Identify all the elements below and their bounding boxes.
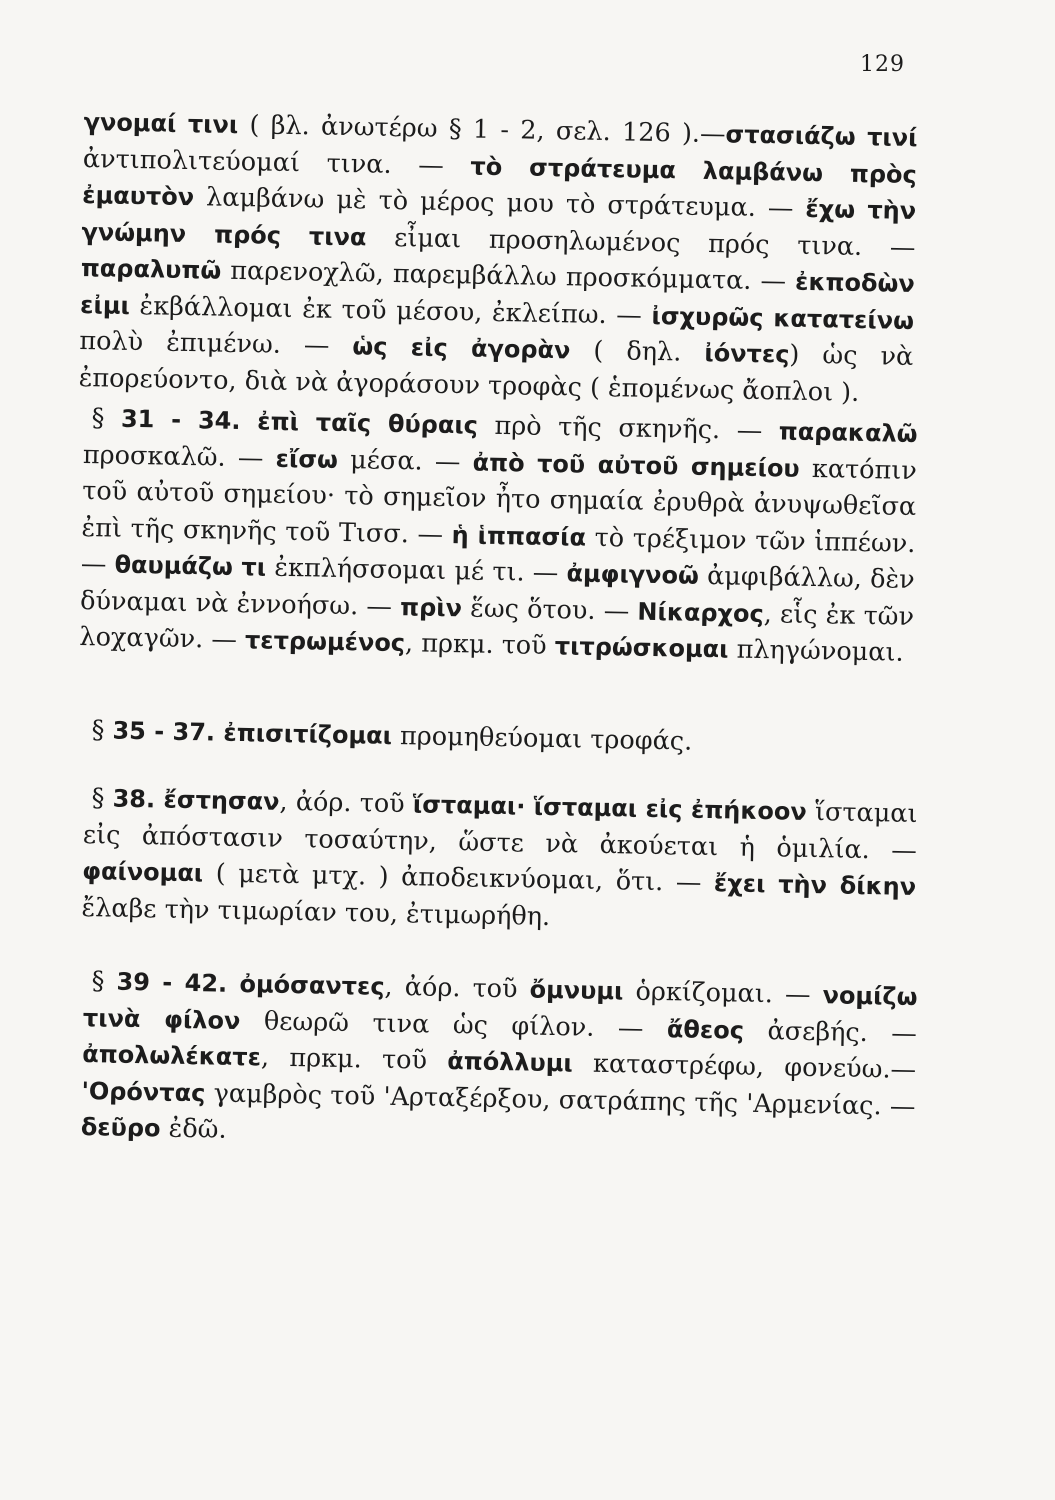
- headword: ἀπολωλέκατε: [81, 1039, 262, 1072]
- gloss-text: ἐκπλήσσομαι μέ τι. —: [265, 552, 567, 589]
- gloss-text: , εἷς ἐκ τῶν λοχαγῶν. —: [79, 598, 915, 656]
- headword: ἀμφιγνοῶ: [566, 559, 700, 590]
- headword: Νίκαρχος: [637, 597, 765, 628]
- headword: ἵσταμαι· ἵσταμαι εἰς ἐπήκοον: [412, 790, 808, 826]
- gloss-text: ) ὡς νὰ ἐπορεύοντο, διὰ νὰ ἀγοράσουν τροφὰς ( ἑπομένως ἄοπλοι ).: [78, 339, 914, 408]
- gloss-text: ἀντιπολιτεύομαί τινα. —: [82, 143, 471, 181]
- headword: ὄμνυμι: [529, 975, 624, 1006]
- headword: φαίνομαι: [81, 856, 204, 888]
- headword: θαυμάζω τι: [114, 550, 267, 582]
- headword: πρὶν: [399, 592, 463, 622]
- gloss-text: , ἀόρ. τοῦ: [384, 971, 530, 1005]
- commentary-paragraph: [83, 712, 918, 765]
- gloss-text: γαμβρὸς τοῦ 'Αρταξέρξου, σατράπης τῆς 'Αρμενίας. —: [205, 1077, 916, 1122]
- gloss-text: ὁρκίζομαι. —: [623, 976, 823, 1011]
- gloss-text: ἐδῶ.: [160, 1113, 227, 1145]
- gloss-text: πληγώνομαι.: [728, 634, 904, 668]
- headword: τὸ στράτευμα λαμβάνω πρὸς ἐμαυτὸν: [81, 151, 918, 212]
- headword: 38. ἔστησαν: [112, 784, 280, 816]
- headword: εἴσω: [275, 444, 339, 474]
- gloss-text: κατόπιν τοῦ αὐτοῦ σημείου· τὸ σημεῖον ἦτο σημαία ἐρυθρὰ ἀνυψωθεῖσα ἐπὶ τῆς σκηνῆς τοῦ Τισσ. —: [81, 453, 918, 550]
- gloss-text: πρὸ τῆς σκηνῆς. —: [477, 410, 780, 447]
- headword: ἔχω τὴν γνώμην πρός τινα: [81, 194, 917, 251]
- gloss-text: προσκαλῶ. —: [82, 439, 276, 474]
- headword: δεῦρο: [80, 1112, 161, 1143]
- gloss-text: ( μετὰ μτχ. ) ἀποδεικνύομαι, ὅτι. —: [202, 858, 715, 899]
- headword: νομίζω τινὰ φίλον: [82, 981, 918, 1035]
- gloss-text: ( δηλ.: [570, 335, 705, 368]
- gloss-text: πολὺ ἐπιμένω. —: [79, 325, 353, 362]
- page-number: 129: [860, 52, 905, 77]
- commentary-paragraph: [78, 104, 917, 412]
- gloss-text: προμηθεύομαι τροφάς.: [391, 720, 693, 757]
- headword: ἀπὸ τοῦ αὐτοῦ σημείου: [472, 447, 800, 483]
- gloss-text: ἀσεβής. —: [743, 1015, 918, 1049]
- headword: 'Ορόντας: [81, 1076, 206, 1107]
- headword: ἐκποδὼν εἰμι: [79, 267, 915, 320]
- headword: παρακαλῶ: [778, 417, 918, 449]
- gloss-text: ἕως ὅτου. —: [461, 592, 638, 627]
- headword: ἔχει τὴν δίκην: [713, 869, 917, 901]
- gloss-text: §: [91, 403, 122, 434]
- gloss-text: , πρκμ. τοῦ: [260, 1042, 448, 1076]
- headword: 39 - 42. ὀμόσαντες: [116, 967, 385, 1001]
- gloss-text: §: [91, 783, 113, 814]
- headword: τιτρώσκομαι: [554, 632, 729, 664]
- gloss-text: , πρκμ. τοῦ: [404, 628, 556, 662]
- gloss-text: μέσα. —: [337, 444, 473, 477]
- gloss-text: ἔλαβε τὴν τιμωρίαν του, ἐτιμωρήθη.: [81, 892, 551, 932]
- headword: γνομαί τινι: [83, 107, 239, 139]
- headword: ἰσχυρῶς κατατείνω: [651, 301, 915, 335]
- gloss-text: θεωρῶ τινα ὡς φίλον. —: [240, 1005, 668, 1044]
- gloss-text: ( βλ. ἀνωτέρω § 1 - 2, σελ. 126 ).—: [237, 109, 726, 150]
- gloss-text: ἐκβάλλομαι ἐκ τοῦ μέσου, ἐκλείπω. —: [129, 290, 652, 331]
- gloss-text: ἵσταμαι εἰς ἀπόστασιν τοσαύτην, ὥστε νὰ ἀκούεται ἡ ὁμιλία. —: [82, 796, 918, 866]
- headword: στασιάζω τινί: [725, 120, 918, 153]
- headword: ἰόντες: [704, 338, 790, 369]
- headword: ὡς εἰς ἀγορὰν: [352, 332, 571, 365]
- commentary-paragraph: [81, 780, 918, 942]
- gloss-text: ἀμφιβάλλω, δὲν δύναμαι νὰ ἐννοήσω. —: [79, 560, 915, 622]
- gloss-text: εἶμαι προσηλωμένος πρός τινα. —: [366, 221, 916, 263]
- commentary-paragraph: [79, 400, 918, 671]
- gloss-text: λαμβάνω μὲ τὸ μέρος μου τὸ στράτευμα. —: [193, 182, 806, 224]
- gloss-text: καταστρέφω, φονεύω.—: [572, 1048, 917, 1085]
- headword: 31 - 34. ἐπὶ ταῖς θύραις: [120, 404, 479, 440]
- gloss-text: παρενοχλῶ, παρεμβάλλω προσκόμματα. —: [220, 255, 796, 297]
- gloss-text: §: [91, 715, 113, 746]
- headword: παραλυπῶ: [80, 253, 222, 285]
- gloss-text: τὸ τρέξιμον τῶν ἱππέων. —: [80, 522, 916, 580]
- headword: τετρωμένος: [244, 626, 406, 658]
- headword: 35 - 37. ἐπισιτίζομαι: [112, 716, 393, 750]
- commentary-paragraph: [80, 963, 917, 1161]
- gloss-text: §: [91, 966, 117, 997]
- gloss-text: , ἀόρ. τοῦ: [279, 786, 414, 820]
- headword: ἄθεος: [666, 1014, 745, 1045]
- headword: ἡ ἱππασία: [451, 520, 587, 552]
- headword: ἀπόλλυμι: [446, 1046, 574, 1078]
